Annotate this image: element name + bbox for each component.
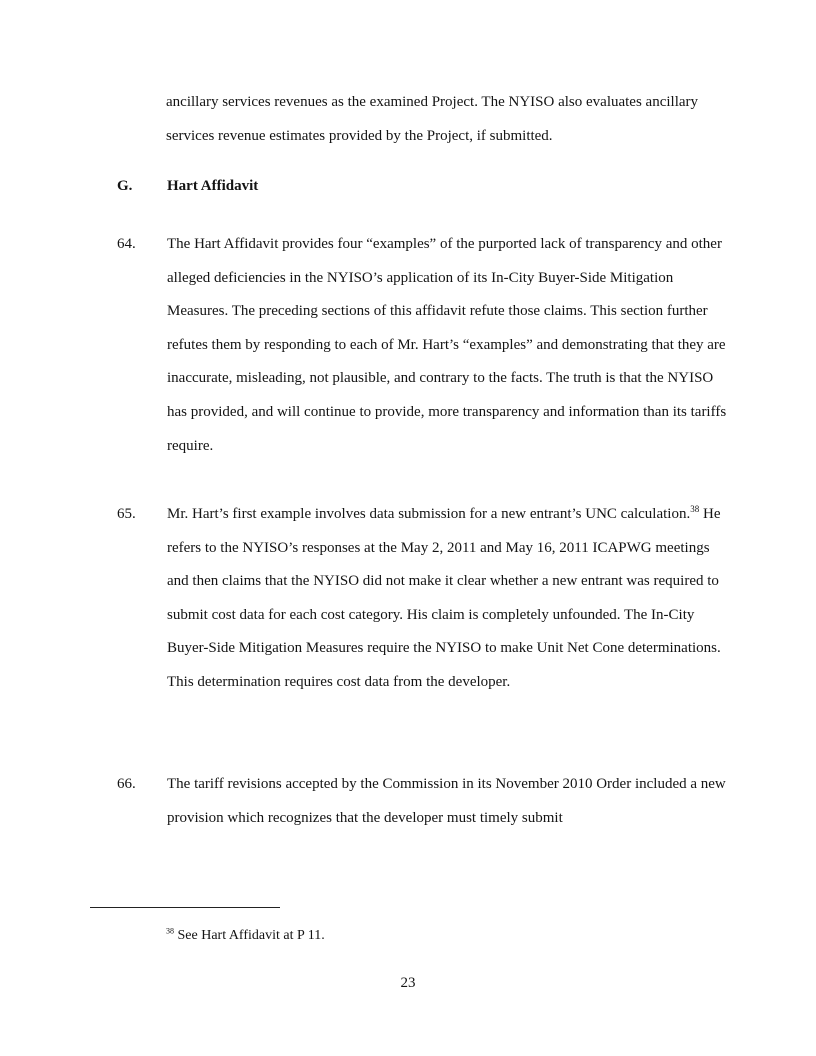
page-number: 23: [400, 975, 416, 991]
paragraph-number: 66.: [117, 776, 136, 792]
paragraph-65: [117, 498, 727, 700]
paragraph-text-before-note: Mr. Hart’s first example involves data submission for a new entrant’s UNC calculation.: [167, 506, 691, 522]
paragraph-64: [117, 228, 727, 463]
paragraph-text-after-note: He refers to the NYISO’s responses at the May 2, 2011 and May 16, 2011 ICAPWG meetings and then claims that the NYISO did not make it clear whether a new entrant was required to submit cost data for each cost category. His claim is completely unfounded. The In-City Buyer-Side Mitigation Measures require the NYISO to make Unit Net Cone determinations. This determination requires cost data from the developer.: [167, 506, 721, 690]
section-title: Hart Affidavit: [167, 178, 259, 194]
paragraph-text: [167, 498, 727, 700]
footnote-reference: 38: [690, 504, 700, 514]
footnote-text: See Hart Affidavit at P 11.: [177, 928, 325, 943]
continuation-text: ancillary services revenues as the examined Project. The NYISO also evaluates ancillary services revenue estimates provided by the Project, if submitted.: [166, 94, 699, 144]
footnote-marker: 38: [166, 926, 174, 936]
paragraph-number: 64.: [117, 236, 136, 252]
paragraph-text: The Hart Affidavit provides four “examples” of the purported lack of transparency and other alleged deficiencies in the NYISO’s application of its In-City Buyer-Side Mitigation Measures. The preceding sections of this affidavit refute those claims. This section further refutes them by responding to each of Mr. Hart’s “examples” and demonstrating that they are inaccurate, misleading, not plausible, and contrary to the facts. The truth is that the NYISO has provided, and will continue to provide, more transparency and information than its tariffs require.: [167, 236, 727, 454]
paragraph-text: The tariff revisions accepted by the Commission in its November 2010 Order included a new provision which recognizes that the developer must timely submit: [167, 776, 726, 826]
paragraph-number: 65.: [117, 506, 136, 522]
paragraph-66: [117, 768, 727, 835]
footnote-divider: [90, 907, 280, 908]
section-letter: G.: [117, 178, 133, 194]
footnote: [166, 921, 666, 951]
section-heading: [117, 170, 717, 203]
